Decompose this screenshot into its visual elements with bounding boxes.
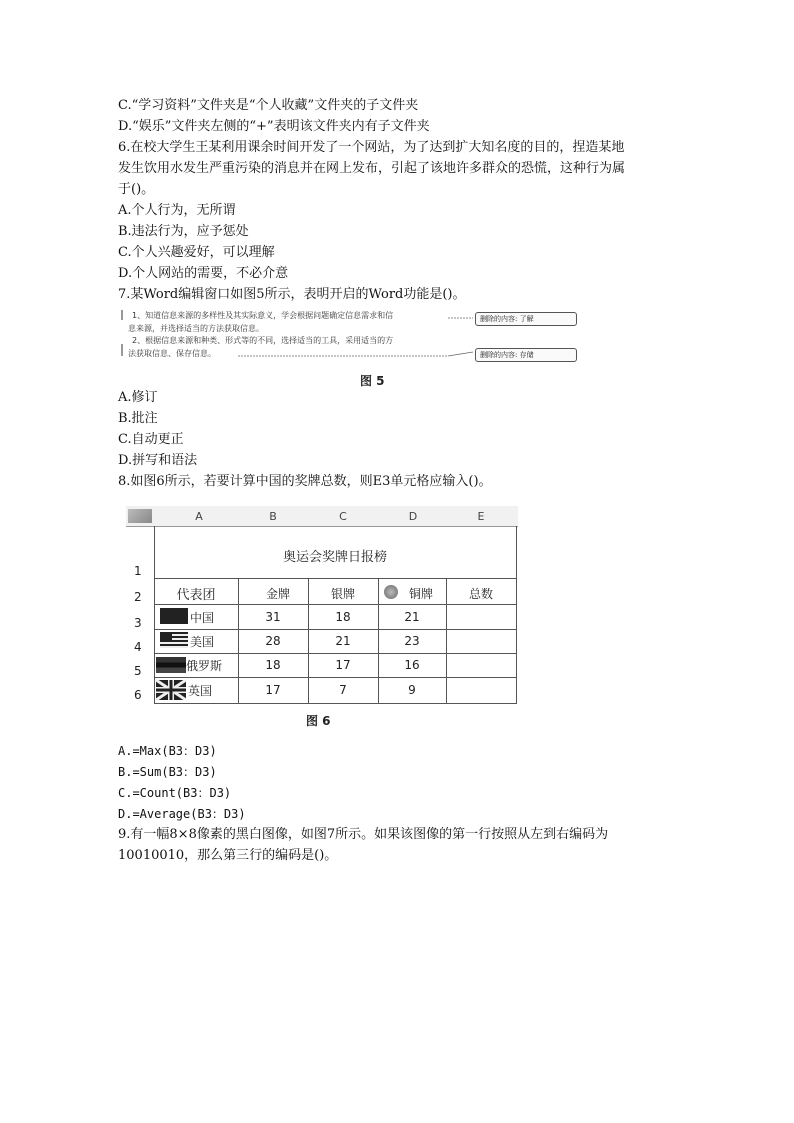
flag-usa-icon [160,632,188,648]
figure-5-word-window [118,306,578,366]
column-header-d: D [408,510,418,523]
question-7-option-d: D.拼写和语法 [118,453,198,468]
question-6-option-c: C.个人兴趣爱好，可以理解 [118,245,275,260]
header-gold: 金牌 [265,587,290,601]
figure-5-para2-line2: 法获取信息、保存信息。 [128,349,216,358]
option-d-folder: D.“娱乐”文件夹左侧的“+”表明该文件夹内有子文件夹 [118,119,430,134]
grid-line [154,703,517,704]
question-7-option-a: A.修订 [118,390,158,405]
question-9-line2: 10010010，那么第三行的编码是()。 [118,848,338,863]
question-6-option-a: A.个人行为，无所谓 [118,203,236,218]
gold-cell: 28 [265,634,281,648]
flag-canton [160,632,172,640]
flag-russia-icon [156,657,186,673]
bronze-cell: 23 [404,634,420,648]
figure-6-spreadsheet [126,506,518,704]
question-8-option-c: C.=Count(B3：D3) [118,786,232,800]
header-silver: 银牌 [330,587,355,601]
grid-line [154,578,517,579]
gold-cell: 17 [265,683,281,697]
question-6-line1: 6.在校大学生王某利用课余时间开发了一个网站，为了达到扩大知名度的目的，捏造某地 [118,140,625,155]
figure-5-caption: 图 5 [360,374,385,388]
column-header-b: B [269,510,277,523]
row-number-2: 2 [134,590,142,604]
figure-5-para1-line1: 1、知道信息来源的多样性及其实际意义，学会根据问题确定信息需求和信 [132,311,394,320]
question-8-option-d: D.=Average(B3：D3) [118,807,246,821]
row-number-3: 3 [134,616,142,630]
question-6-option-d: D.个人网站的需要，不必介意 [118,266,289,281]
team-cell: 美国 [190,635,215,649]
flag-uk-icon [156,680,186,700]
header-bronze: 铜牌 [408,587,433,601]
question-9-line1: 9.有一幅8×8像素的黑白图像，如图7所示。如果该图像的第一行按照从左到右编码为 [118,827,609,842]
question-7-option-b: B.批注 [118,411,158,426]
gold-cell: 18 [265,658,281,672]
row-number-4: 4 [134,640,142,654]
question-7: 7.某Word编辑窗口如图5所示，表明开启的Word功能是()。 [118,287,466,302]
grid-line [154,677,517,678]
row-number-6: 6 [134,688,142,702]
option-c-folder: C.“学习资料”文件夹是“个人收藏”文件夹的子文件夹 [118,98,419,113]
row-number-1: 1 [134,564,142,578]
revision-balloon-1: 删除的内容: 了解 [475,312,577,326]
grid-line [154,604,517,605]
figure-5-para2-line1: 2、根据信息来源和种类、形式等的不同，选择适当的工具，采用适当的方 [132,336,394,345]
bronze-cell: 9 [408,683,416,697]
silver-cell: 17 [335,658,351,672]
question-8: 8.如图6所示，若要计算中国的奖牌总数，则E3单元格应输入()。 [118,474,492,489]
question-6-line2: 发生饮用水发生严重污染的消息并在网上发布，引起了该地许多群众的恐慌，这种行为属 [118,161,626,176]
grid-line [154,653,517,654]
header-total: 总数 [468,587,493,601]
header-team: 代表团 [176,588,216,603]
select-all-corner [128,509,152,523]
flag-china-icon [160,608,188,624]
silver-cell: 18 [335,610,351,624]
column-header-a: A [195,510,203,523]
question-8-option-b: B.=Sum(B3：D3) [118,765,217,779]
team-cell: 俄罗斯 [186,659,223,673]
question-6-line3: 于()。 [118,182,155,197]
bronze-cell: 16 [404,658,420,672]
silver-cell: 21 [335,634,351,648]
sheet-title: 奥运会奖牌日报榜 [282,550,387,565]
revision-balloon-2: 删除的内容: 存储 [475,348,577,362]
question-6-option-b: B.违法行为，应予惩处 [118,224,249,239]
team-cell: 英国 [188,684,213,698]
row-number-5: 5 [134,664,142,678]
team-cell: 中国 [190,611,215,625]
column-header-c: C [339,510,347,523]
figure-6-caption: 图 6 [306,714,331,728]
silver-cell: 7 [339,683,347,697]
figure-5-para1-line2: 息来源，并选择适当的方法获取信息。 [128,324,264,333]
grid-line [154,629,517,630]
bronze-cell: 21 [404,610,420,624]
question-7-option-c: C.自动更正 [118,432,184,447]
column-header-e: E [477,510,485,523]
gold-cell: 31 [265,610,281,624]
question-8-option-a: A.=Max(B3：D3) [118,744,217,758]
